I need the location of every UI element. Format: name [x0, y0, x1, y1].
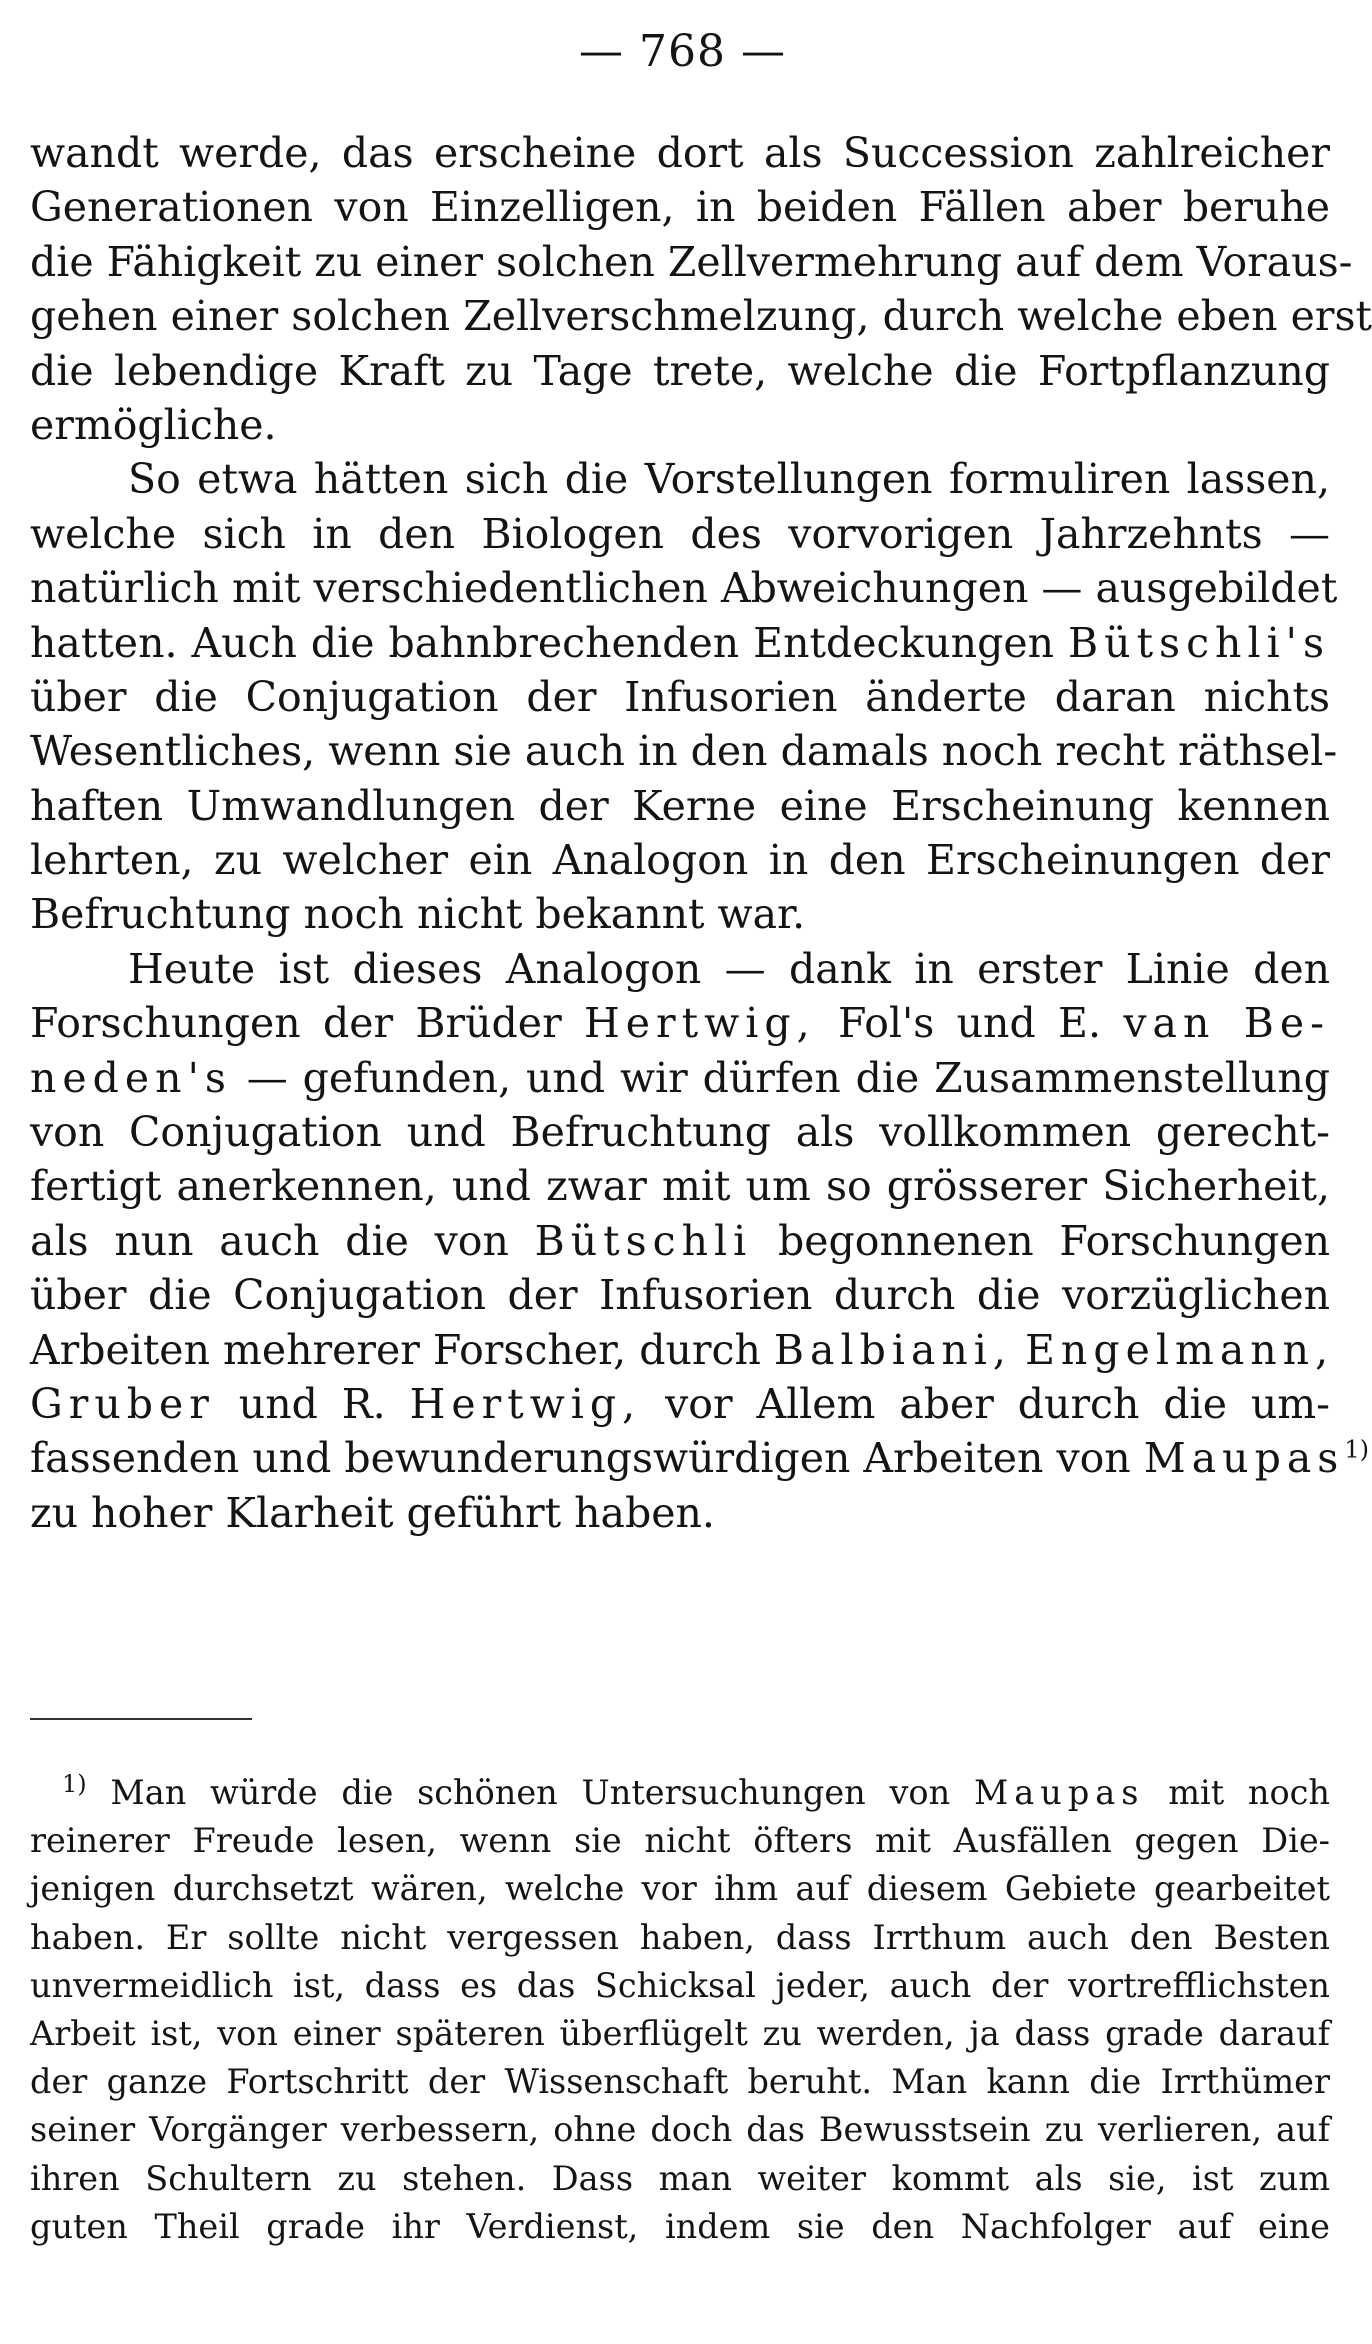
author-name: Bütschli's: [1068, 618, 1330, 667]
text-segment: als nun auch die von: [30, 1216, 509, 1265]
text-line: [30, 1323, 1335, 1377]
text-segment: vor Allem aber durch die um-: [665, 1379, 1330, 1428]
footnote-marker: 1): [62, 1769, 87, 1798]
footnote-line: reinerer Freude lesen, wenn sie nicht öfters mit Ausfällen gegen Die-: [30, 1821, 1330, 1861]
text-line: wandt werde, das erscheine dort als Succession zahlreicher: [30, 129, 1330, 177]
author-name: Balbiani,: [773, 1325, 1012, 1374]
text-line: [30, 1431, 1369, 1485]
author-name: neden's: [30, 1053, 232, 1102]
footnote-reference: 1): [1344, 1435, 1369, 1464]
author-name: Engelmann,: [1025, 1325, 1335, 1374]
author-name: Fol's und E.: [837, 999, 1102, 1048]
author-name: van Be-: [1123, 999, 1330, 1048]
text-line: ermögliche.: [30, 400, 277, 449]
footnote-line: Arbeit ist, von einer späteren überflügelt zu werden, ja dass grade darauf: [30, 2013, 1330, 2053]
footnote-line: [30, 1769, 1330, 1817]
text-line: die lebendige Kraft zu Tage trete, welche die Fortpflanzung: [30, 346, 1330, 395]
text-line: Generationen von Einzelligen, in beiden Fällen aber beruhe: [30, 183, 1330, 232]
footnote-line: jenigen durchsetzt wären, welche vor ihm auf diesem Gebiete gearbeitet: [30, 1869, 1330, 1909]
footnote-line: haben. Er sollte nicht vergessen haben, dass Irrthum auch den Besten: [30, 1917, 1330, 1957]
text-line: [30, 1214, 1330, 1268]
main-text: [30, 126, 1372, 1540]
text-segment: — gefunden,: [246, 1053, 512, 1102]
footnote-line: guten Theil grade ihr Verdienst, indem sie den Nachfolger auf eine: [30, 2206, 1330, 2246]
author-name: Hertwig,: [584, 999, 816, 1048]
text-line: gehen einer solchen Zellverschmelzung, durch welche eben erst: [30, 292, 1372, 341]
text-segment: Forschungen der Brüder: [30, 999, 562, 1048]
text-segment: Arbeiten mehrerer Forscher, durch: [30, 1325, 761, 1374]
text-line: Wesentliches, wenn sie auch in den damals noch recht räthsel-: [30, 727, 1338, 776]
text-segment: und wir dürfen die Zusammenstellung: [526, 1053, 1330, 1102]
author-name: Maupas: [1143, 1434, 1345, 1483]
text-segment: und R.: [238, 1379, 386, 1428]
text-line: [30, 996, 1330, 1050]
text-line: So etwa hätten sich die Vorstellungen formuliren lassen,: [128, 455, 1330, 504]
text-segment: mit noch: [1168, 1773, 1331, 1812]
text-line: Heute ist dieses Analogon — dank in erster Linie den: [128, 944, 1330, 993]
text-line: natürlich mit verschiedentlichen Abweichungen — ausgebildet: [30, 564, 1338, 613]
author-name: Bütschli: [534, 1216, 753, 1265]
footnote-line: seiner Vorgänger verbessern, ohne doch das Bewusstsein zu verlieren, auf: [30, 2110, 1330, 2150]
text-segment: Man würde die schönen Untersuchungen von: [110, 1773, 951, 1812]
footnote-separator: [30, 1718, 252, 1720]
text-line: welche sich in den Biologen des vorvorigen Jahrzehnts —: [30, 509, 1330, 558]
footnote-line: unvermeidlich ist, dass es das Schicksal jeder, auch der vortrefflichsten: [30, 1965, 1330, 2005]
text-line: zu hoher Klarheit geführt haben.: [30, 1488, 715, 1537]
author-name: Hertwig,: [409, 1379, 642, 1428]
text-line: [30, 1051, 1330, 1105]
text-line: über die Conjugation der Infusorien änderte daran nichts: [30, 672, 1330, 721]
text-line: fertigt anerkennen, und zwar mit um so grösserer Sicherheit,: [30, 1162, 1330, 1211]
text-line: lehrten, zu welcher ein Analogon in den Erscheinungen der: [30, 836, 1330, 885]
text-line: haften Umwandlungen der Kerne eine Erscheinung kennen: [30, 781, 1330, 830]
text-line: über die Conjugation der Infusorien durch die vorzüglichen: [30, 1271, 1330, 1320]
text-line: Befruchtung noch nicht bekannt war.: [30, 890, 806, 939]
footnote-line: der ganze Fortschritt der Wissenschaft beruht. Man kann die Irrthümer: [30, 2062, 1330, 2102]
page-number: — 768 —: [579, 26, 786, 77]
text-line: [30, 1377, 1330, 1431]
text-segment: fassenden und bewunderungswürdigen Arbeiten von: [30, 1434, 1131, 1483]
text-segment: hatten. Auch die bahnbrechenden Entdeckungen: [30, 618, 1054, 667]
footnote-line: ihren Schultern zu stehen. Dass man weiter kommt als sie, ist zum: [30, 2158, 1330, 2198]
text-line: [30, 616, 1330, 670]
author-name: Maupas: [973, 1773, 1145, 1812]
author-name: Gruber: [30, 1379, 215, 1428]
text-segment: begonnenen Forschungen: [778, 1216, 1330, 1265]
text-line: die Fähigkeit zu einer solchen Zellvermehrung auf dem Voraus-: [30, 237, 1353, 286]
footnote: [30, 1769, 1330, 2251]
text-line: von Conjugation und Befruchtung als vollkommen gerecht-: [30, 1108, 1330, 1157]
